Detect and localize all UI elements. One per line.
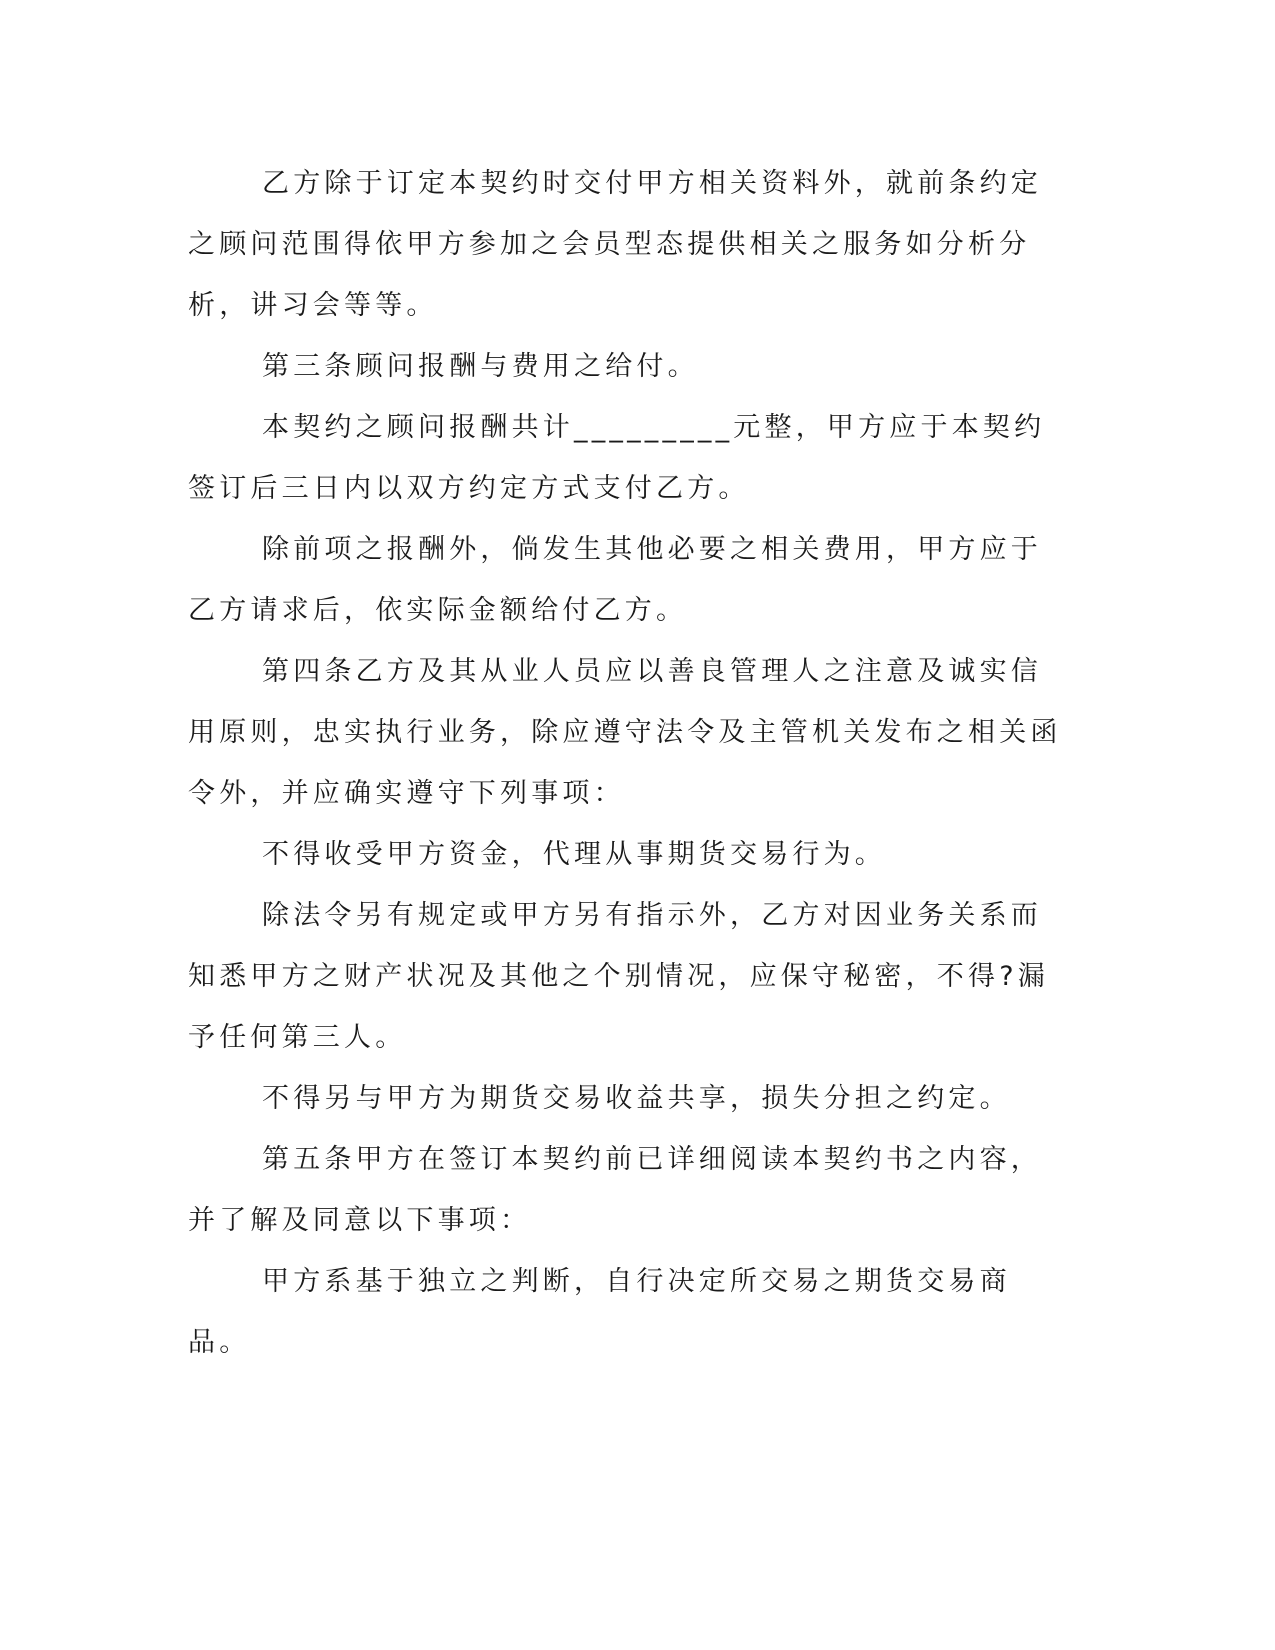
paragraph-confidentiality: 除法令另有规定或甲方另有指示外，乙方对因业务关系而知悉甲方之财产状况及其他之个别情况，应保守秘密，不得?漏予任何第三人。 xyxy=(188,900,1049,1053)
paragraph-article-4: 第四条乙方及其从业人员应以善良管理人之注意及诚实信用原则，忠实执行业务，除应遵守法令及主管机关发布之相关函令外，并应确实遵守下列事项： xyxy=(188,656,1062,809)
paragraph-article-5: 第五条甲方在签订本契约前已详细阅读本契约书之内容，并了解及同意以下事项： xyxy=(188,1144,1042,1236)
paragraph-article-3-heading: 第三条顾问报酬与费用之给付。 xyxy=(262,351,699,382)
paragraph-independent-judgment: 甲方系基于独立之判断，自行决定所交易之期货交易商品。 xyxy=(188,1266,1011,1358)
paragraph-no-profit-sharing: 不得另与甲方为期货交易收益共享，损失分担之约定。 xyxy=(262,1083,1011,1114)
paragraph-fee-amount: 本契约之顾问报酬共计_________元整，甲方应于本契约签订后三日内以双方约定方式支付乙方。 xyxy=(188,412,1046,504)
paragraph-no-funds: 不得收受甲方资金，代理从事期货交易行为。 xyxy=(262,839,886,870)
paragraph-other-expenses: 除前项之报酬外，倘发生其他必要之相关费用，甲方应于乙方请求后，依实际金额给付乙方。 xyxy=(188,534,1042,626)
paragraph-service-scope: 乙方除于订定本契约时交付甲方相关资料外，就前条约定之顾问范围得依甲方参加之会员型态提供相关之服务如分析分析，讲习会等等。 xyxy=(188,168,1042,321)
document-body xyxy=(188,153,1068,1373)
